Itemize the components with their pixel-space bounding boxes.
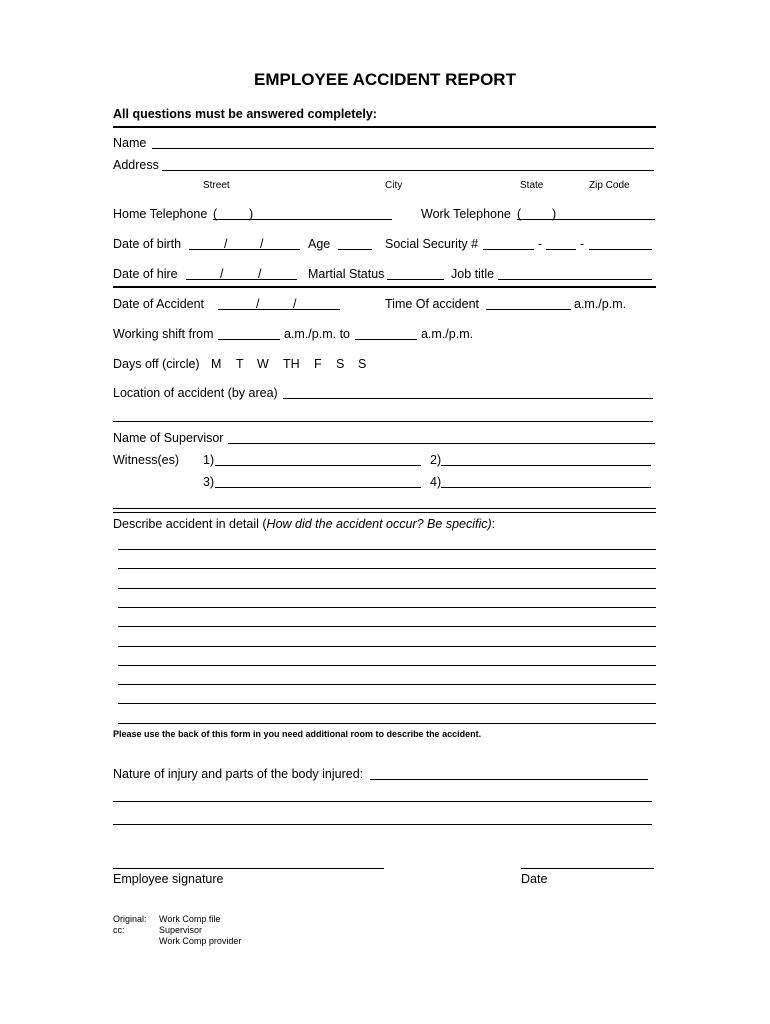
witness-3-number: 3) (203, 475, 215, 489)
cc-label: cc: (113, 925, 125, 935)
shift-ampm-to: a.m./p.m. to (284, 327, 350, 341)
section-double-rule (113, 508, 656, 513)
home-telephone-label: Home Telephone (113, 207, 208, 221)
age-field[interactable] (338, 249, 372, 250)
zip-label: Zip Code (589, 180, 630, 191)
describe-line[interactable] (118, 684, 656, 685)
describe-line[interactable] (118, 549, 656, 550)
signature-label: Employee signature (113, 872, 224, 886)
instructions: All questions must be answered completely: (113, 107, 377, 121)
supervisor-field[interactable] (228, 443, 655, 444)
ssn-label: Social Security # (385, 237, 479, 251)
ssn-field-2[interactable] (546, 249, 576, 250)
describe-line[interactable] (118, 588, 656, 589)
describe-line[interactable] (118, 646, 656, 647)
injury-field[interactable] (370, 779, 648, 780)
hire-field[interactable] (186, 279, 297, 280)
cc-value-1: Supervisor (159, 925, 203, 935)
accident-date-label: Date of Accident (113, 297, 205, 311)
accident-time-field[interactable] (486, 309, 571, 310)
location-label: Location of accident (by area) (113, 386, 278, 400)
marital-label: Martial Status (308, 267, 385, 281)
date-label: Date (521, 872, 548, 886)
age-label: Age (308, 237, 331, 251)
accident-slash-2: / (293, 297, 297, 311)
state-label: State (520, 180, 544, 191)
form-title: EMPLOYEE ACCIDENT REPORT (254, 70, 516, 89)
shift-to-field[interactable] (355, 339, 417, 340)
shift-from-field[interactable] (218, 339, 280, 340)
hire-slash-1: / (220, 267, 224, 281)
address-label: Address (113, 158, 159, 172)
witness-1-field[interactable] (215, 465, 421, 466)
back-note: Please use the back of this form in you need additional room to describe the accident. (113, 729, 482, 739)
day-monday[interactable]: M (211, 357, 222, 371)
work-tel-paren-close: ) (552, 207, 557, 221)
ssn-dash-1: - (538, 237, 543, 251)
job-title-label: Job title (451, 267, 495, 281)
describe-label: Describe accident in detail (How did the accident occur? Be specific): (113, 517, 496, 531)
name-label: Name (113, 136, 147, 150)
dob-label: Date of birth (113, 237, 182, 251)
work-telephone-label: Work Telephone (421, 207, 511, 221)
cc-value-2: Work Comp provider (159, 936, 242, 946)
name-field[interactable] (152, 148, 654, 149)
home-telephone-field[interactable] (213, 219, 392, 220)
witness-2-number: 2) (430, 453, 442, 467)
job-title-field[interactable] (498, 279, 652, 280)
injury-field-2[interactable] (113, 801, 652, 802)
marital-field[interactable] (387, 279, 444, 280)
dob-slash-2: / (260, 237, 264, 251)
shift-ampm: a.m./p.m. (421, 327, 474, 341)
describe-line[interactable] (118, 665, 656, 666)
day-thursday[interactable]: TH (283, 357, 300, 371)
section-rule-1 (113, 286, 656, 288)
days-off-label: Days off (circle) (113, 357, 200, 371)
day-wednesday[interactable]: W (257, 357, 269, 371)
original-value: Work Comp file (159, 914, 221, 924)
hire-slash-2: / (258, 267, 262, 281)
day-tuesday[interactable]: T (236, 357, 244, 371)
ssn-field-1[interactable] (483, 249, 534, 250)
describe-line[interactable] (118, 703, 656, 704)
home-tel-paren-open: ( (213, 207, 218, 221)
day-sunday[interactable]: S (358, 357, 367, 371)
describe-line[interactable] (118, 626, 656, 627)
date-line[interactable] (521, 868, 654, 869)
supervisor-label: Name of Supervisor (113, 431, 224, 445)
describe-line[interactable] (118, 568, 656, 569)
witnesses-label: Witness(es) (113, 453, 179, 467)
accident-date-field[interactable] (218, 309, 340, 310)
injury-label: Nature of injury and parts of the body injured: (113, 767, 364, 781)
witness-4-number: 4) (430, 475, 442, 489)
accident-ampm: a.m./p.m. (574, 297, 627, 311)
accident-time-label: Time Of accident (385, 297, 480, 311)
ssn-dash-2: - (580, 237, 585, 251)
work-telephone-field[interactable] (517, 219, 655, 220)
city-label: City (385, 180, 403, 191)
work-tel-paren-open: ( (517, 207, 522, 221)
address-field[interactable] (162, 170, 654, 171)
signature-line[interactable] (113, 868, 384, 869)
top-rule (113, 126, 656, 128)
witness-1-number: 1) (203, 453, 215, 467)
location-field[interactable] (283, 398, 653, 399)
dob-slash-1: / (224, 237, 228, 251)
original-label: Original: (113, 914, 147, 924)
accident-slash-1: / (256, 297, 260, 311)
injury-field-3[interactable] (113, 824, 652, 825)
shift-label: Working shift from (113, 327, 214, 341)
dob-field[interactable] (189, 249, 300, 250)
witness-4-field[interactable] (441, 487, 651, 488)
describe-line[interactable] (118, 723, 656, 724)
witness-3-field[interactable] (215, 487, 421, 488)
ssn-field-3[interactable] (589, 249, 652, 250)
street-label: Street (203, 180, 230, 191)
describe-line[interactable] (118, 607, 656, 608)
hire-label: Date of hire (113, 267, 178, 281)
home-tel-paren-close: ) (249, 207, 254, 221)
witness-2-field[interactable] (441, 465, 651, 466)
location-field-2[interactable] (113, 421, 653, 422)
day-friday[interactable]: F (314, 357, 322, 371)
day-saturday[interactable]: S (336, 357, 345, 371)
